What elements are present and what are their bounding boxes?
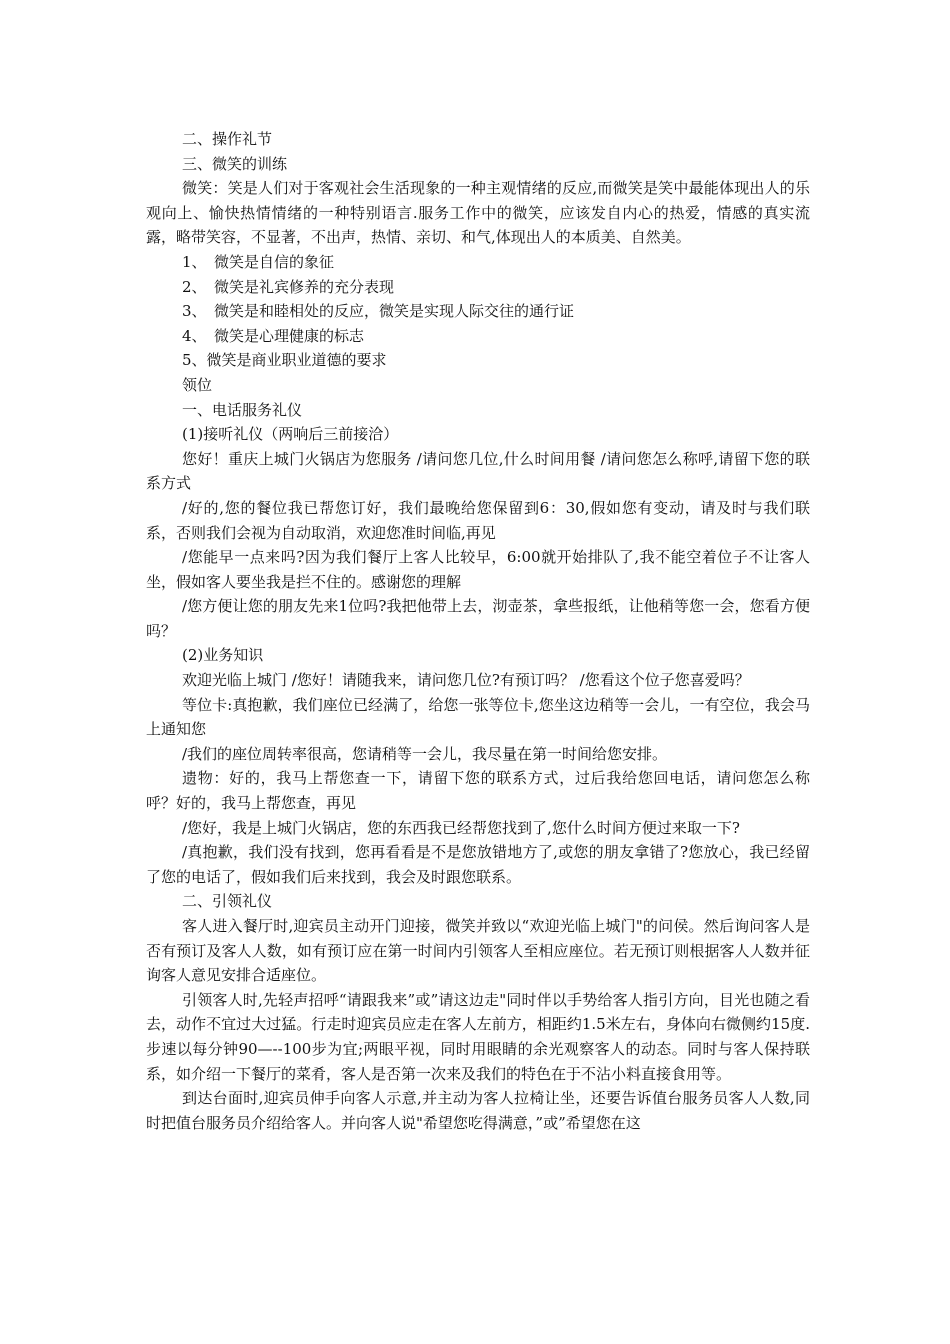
list-item-smile-2: 2、 微笑是礼宾修养的充分表现	[182, 277, 395, 296]
paragraph-early-arrival: /您能早一点来吗?因为我们餐厅上客人比较早，6:00就开始排队了,我不能空着位子不让客人坐，假如客人要坐我是拦不住的。感谢您的理解	[146, 548, 810, 591]
subheading-business-knowledge: (2)业务知识	[182, 646, 264, 665]
paragraph-arrival-at-table: 到达台面时,迎宾员伸手向客人示意,并主动为客人拉椅让坐，还要告诉值台服务员客人人数,同时把值台服务员介绍给客人。并向客人说"希望您吃得满意，”或”希望您在这	[146, 1089, 810, 1132]
paragraph-guest-entry: 客人进入餐厅时,迎宾员主动开门迎接，微笑并致以“欢迎光临上城门"的问侯。然后询问客人是否有预订及客人人数，如有预订应在第一时间内引领客人至相应座位。若无预订则根据客人人数并征询客人意见安排合适座位。	[146, 917, 810, 985]
paragraph-item-not-found: /真抱歉，我们没有找到，您再看看是不是您放错地方了,或您的朋友拿错了?您放心，我已经留了您的电话了，假如我们后来找到，我会及时跟您联系。	[146, 843, 810, 886]
document-body	[146, 127, 810, 1135]
paragraph-item-found: /您好，我是上城门火锅店，您的东西我已经帮您找到了,您什么时间方便过来取一下?	[182, 818, 740, 837]
heading-guiding-etiquette: 二、引领礼仪	[182, 892, 273, 911]
paragraph-guiding-guests: 引领客人时,先轻声招呼“请跟我来”或”请这边走"同时伴以手势给客人指引方向，目光也随之看去，动作不宜过大过猛。行走时迎宾员应走在客人左前方，相距约1.5米左右，身体向右微侧约15度.步速以每分钟90—--100步为宜;两眼平视，同时用眼睛的余光观察客人的动态。同时与客人保持联系，如介绍一下餐厅的菜肴，客人是否第一次来及我们的特色在于不沾小料直接食用等。	[146, 990, 810, 1083]
list-item-smile-5: 5、微笑是商业职业道德的要求	[182, 351, 387, 370]
paragraph-lost-items: 遗物：好的，我马上帮您查一下，请留下您的联系方式，过后我给您回电话，请问您怎么称呼？好的，我马上帮您查，再见	[146, 769, 810, 813]
list-item-smile-1: 1、 微笑是自信的象征	[182, 252, 335, 271]
list-item-smile-4: 4、 微笑是心理健康的标志	[182, 326, 365, 345]
heading-seating: 领位	[182, 375, 213, 394]
paragraph-smile-definition: 微笑：笑是人们对于客观社会生活现象的一种主观情绪的反应,而微笑是笑中最能体现出人的乐观向上、愉快热情情绪的一种特别语言.服务工作中的微笑，应该发自内心的热爱，情感的真实流露，略带笑容，不显著，不出声，热情、亲切、和气,体现出人的本质美、自然美。	[146, 179, 810, 247]
heading-smile-training: 三、微笑的训练	[182, 154, 288, 173]
heading-operation-etiquette: 二、操作礼节	[182, 130, 273, 148]
paragraph-turnover: /我们的座位周转率很高，您请稍等一会儿，我尽量在第一时间给您安排。	[182, 744, 668, 763]
list-item-smile-3: 3、 微笑是和睦相处的反应，微笑是实现人际交往的通行证	[182, 302, 575, 321]
paragraph-greeting-script: 您好！重庆上城门火锅店为您服务 /请问您几位,什么时间用餐 /请问您怎么称呼,请留下您的联系方式	[146, 449, 810, 493]
paragraph-waiting-card: 等位卡:真抱歉，我们座位已经满了，给您一张等位卡,您坐这边稍等一会儿，一有空位，我会马上通知您	[146, 695, 810, 739]
subheading-answering: (1)接听礼仪（两响后三前接洽）	[182, 425, 399, 444]
paragraph-booking-confirm: /好的,您的餐位我已帮您订好，我们最晚给您保留到6：30,假如您有变动，请及时与我们联系，否则我们会视为自动取消，欢迎您准时间临,再见	[146, 498, 810, 542]
paragraph-welcome-script: 欢迎光临上城门 /您好！请随我来，请问您几位?有预订吗？ /您看这个位子您喜爱吗？	[182, 671, 750, 690]
heading-phone-etiquette: 一、电话服务礼仪	[182, 400, 303, 419]
paragraph-friend-first: /您方便让您的朋友先来1位吗?我把他带上去，沏壶茶，拿些报纸，让他稍等您一会，您看方便吗？	[146, 597, 810, 640]
